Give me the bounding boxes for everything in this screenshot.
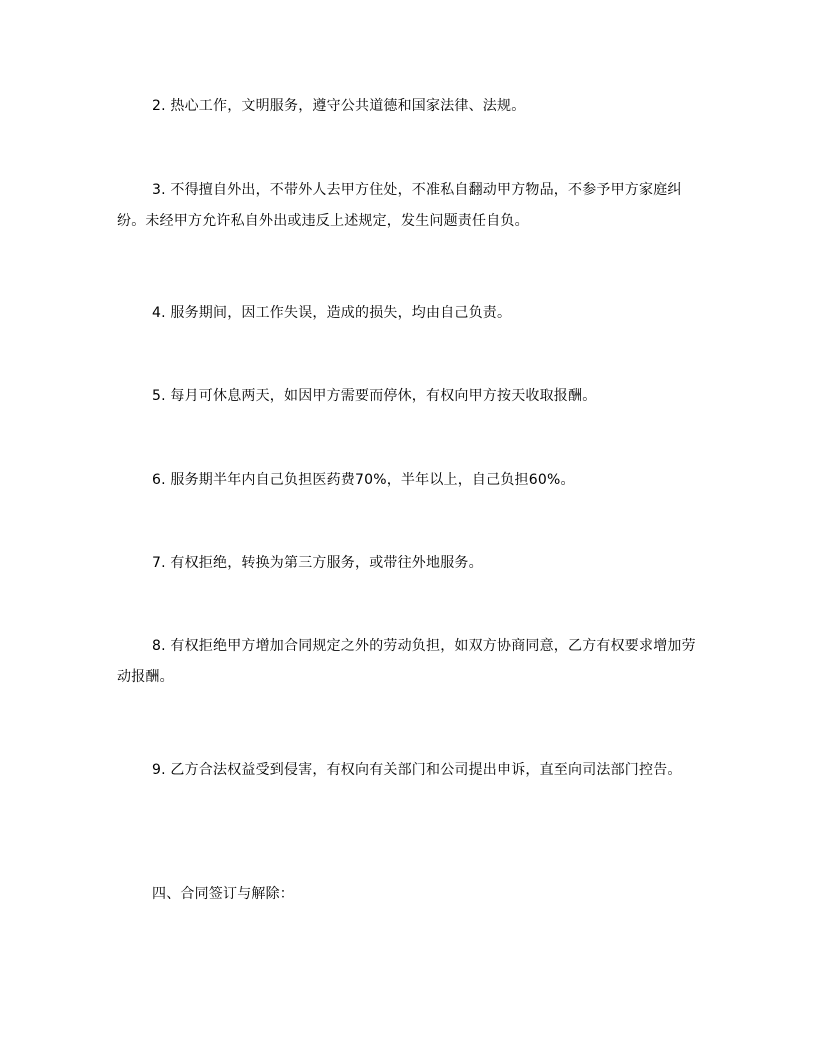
section-heading-contract-signing: 四、合同签订与解除： bbox=[152, 886, 294, 902]
clause-9: 9. 乙方合法权益受到侵害，有权向有关部门和公司提出申诉，直至向司法部门控告。 bbox=[152, 762, 682, 778]
clause-6: 6. 服务期半年内自己负担医药费70%，半年以上，自己负担60%。 bbox=[152, 472, 575, 488]
clause-3: 3. 不得擅自外出，不带外人去甲方住处，不准私自翻动甲方物品，不参予甲方家庭纠纷。未经甲方允许私自外出或违反上述规定，发生问题责任自负。 bbox=[117, 182, 682, 229]
clause-7: 7. 有权拒绝，转换为第三方服务，或带往外地服务。 bbox=[152, 555, 483, 571]
clause-4: 4. 服务期间，因工作失误，造成的损失，均由自己负责。 bbox=[152, 305, 512, 321]
clause-2: 2. 热心工作，文明服务，遵守公共道德和国家法律、法规。 bbox=[152, 98, 526, 114]
clause-5: 5. 每月可休息两天，如因甲方需要而停休，有权向甲方按天收取报酬。 bbox=[152, 388, 597, 404]
clause-8: 8. 有权拒绝甲方增加合同规定之外的劳动负担，如双方协商同意，乙方有权要求增加劳动报酬。 bbox=[117, 638, 696, 685]
